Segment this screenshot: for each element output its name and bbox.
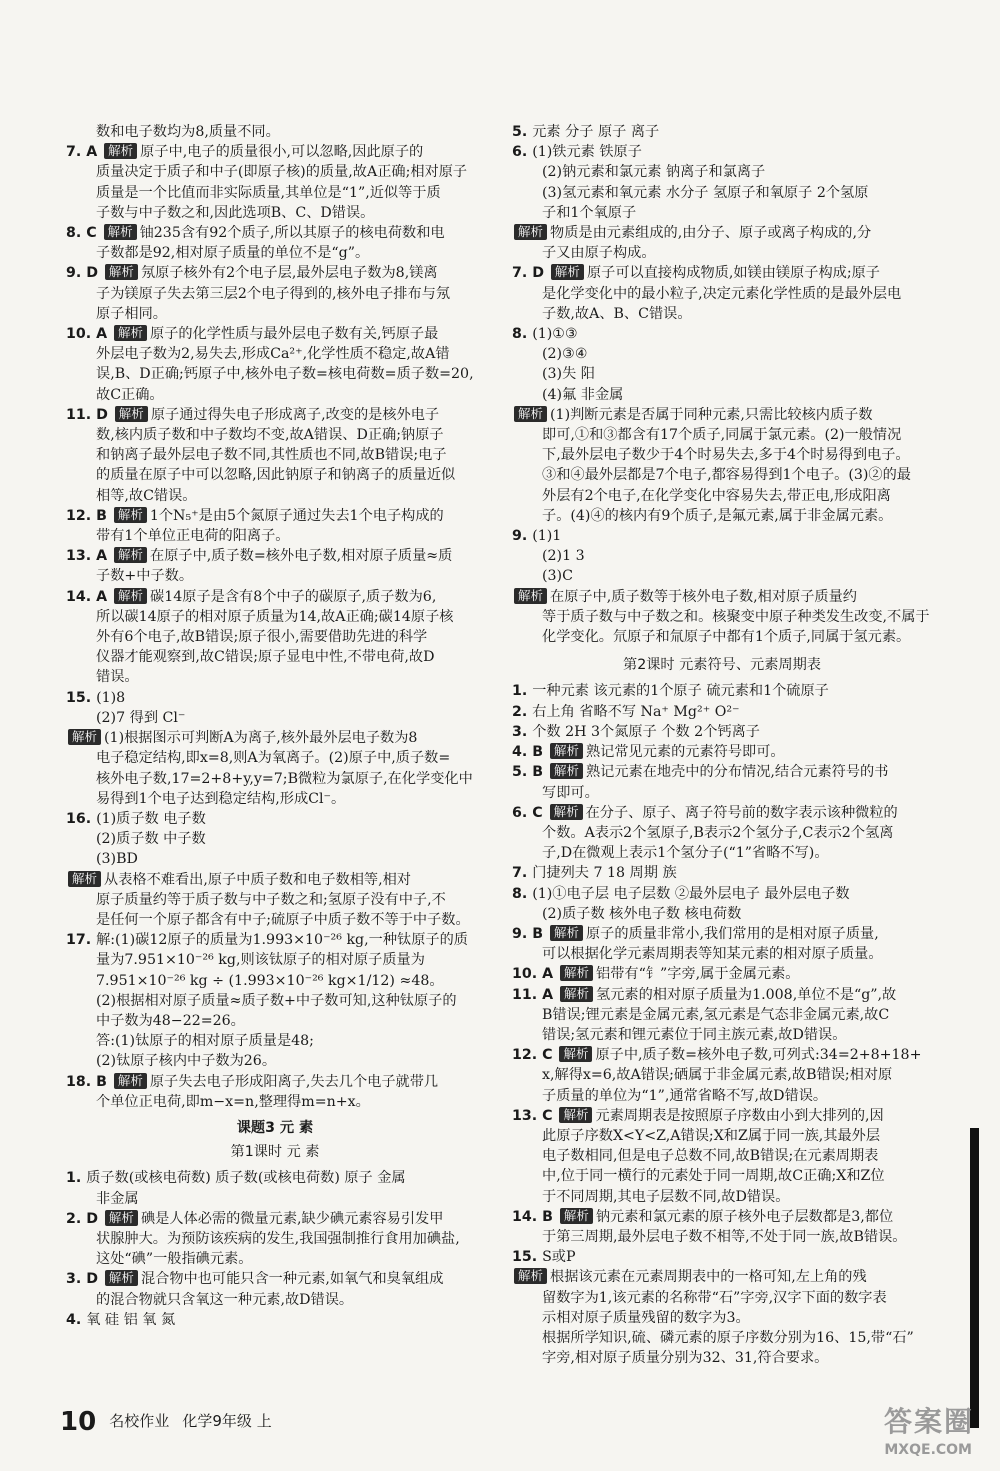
item-number: 4. B (512, 744, 548, 761)
answer-line: 子和1个氧原子 (542, 204, 637, 221)
answer-line: 此原子序数X<Y<Z,A错误;X和Z属于同一族,其最外层 (542, 1127, 881, 1144)
analysis-tag: 解析 (104, 143, 137, 159)
answer-line: 6. (1)铁元素 铁原子 (512, 144, 642, 161)
answer-item (512, 1045, 932, 1106)
answer-item (66, 1209, 484, 1270)
item-number: 3. D (66, 1271, 103, 1288)
answer-line: (3)BD (96, 851, 138, 868)
answer-line: 故C正确。 (96, 386, 164, 403)
answer-line: 7. 门捷列夫 7 18 周期 族 (512, 865, 677, 882)
lesson-subtitle: 第1课时 元 素 (230, 1144, 320, 1161)
answer-item (66, 546, 484, 586)
answer-item (512, 405, 932, 526)
answer-line: 于第三周期,最外层电子数不相等,不处于同一族,故B错误。 (542, 1228, 907, 1245)
answer-item (66, 728, 484, 809)
answer-item (512, 702, 932, 722)
answer-line: 10. A 解析 原子的化学性质与最外层电子数有关,钙原子最 (66, 325, 439, 343)
item-number: 12. B (66, 507, 112, 524)
analysis-tag: 解析 (514, 1268, 547, 1284)
answer-line: 即可,①和③都含有17个质子,同属于氯元素。(2)一般情况 (542, 427, 902, 444)
analysis-tag: 解析 (105, 1270, 138, 1286)
answer-item (66, 870, 484, 931)
answer-line: (2)根据相对原子质量≈质子数+中子数可知,这种钛原子的 (96, 992, 457, 1009)
answer-line: 答:(1)钛原子的相对原子质量是48; (96, 1033, 314, 1050)
answer-item (66, 1310, 484, 1330)
analysis-tag: 解析 (115, 406, 148, 422)
item-number: 14. B (512, 1208, 558, 1225)
answer-line: 3. D 解析 混合物中也可能只含一种元素,如氧气和臭氧组成 (66, 1270, 444, 1288)
answer-line: 字旁,相对原子质量分别为32、31,符合要求。 (542, 1350, 829, 1367)
answer-item (512, 722, 932, 742)
answer-line: 7. A 解析 原子中,电子的质量很小,可以忽略,因此原子的 (66, 143, 424, 161)
item-number: 8. C (66, 225, 102, 242)
answer-line: 5. B 解析 熟记元素在地壳中的分布情况,结合元素符号的书 (512, 763, 889, 781)
analysis-tag: 解析 (559, 1046, 592, 1062)
answer-line: 易得到1个电子达到稳定结构,形成Cl⁻。 (96, 790, 346, 807)
answer-line: 留数字为1,该元素的名称带“石”字旁,汉字下面的数字表 (542, 1289, 887, 1306)
item-number: 8. (512, 885, 533, 902)
answer-line: 4. 氧 硅 铝 氧 氮 (66, 1311, 176, 1328)
answer-line: 解析 从表格不难看出,原子中质子数和电子数相等,相对 (66, 870, 484, 890)
book-title: 名校作业 (109, 1412, 170, 1430)
edge-marker (970, 1128, 979, 1428)
item-number: 6. (512, 144, 533, 161)
answer-line: 子为镁原子失去第三层2个电子得到的,核外电子排布与氖 (96, 285, 451, 302)
left-column (66, 122, 484, 1330)
answer-item (66, 223, 484, 263)
answer-item (66, 587, 484, 688)
answer-item (512, 263, 932, 324)
answer-line: 仪器才能观察到,故C错误;原子显电中性,不带电荷,故D (96, 649, 435, 666)
analysis-tag: 解析 (114, 547, 147, 563)
answer-line: (2)质子数 核外电子数 核电荷数 (542, 905, 742, 922)
watermark-logo: 答案圈 (883, 1405, 974, 1438)
answer-line: 误,B、D正确;钙原子中,核外电子数=核电荷数=质子数=20, (96, 366, 474, 383)
answer-line: (3)氢元素和氧元素 水分子 氢原子和氧原子 2个氢原 (542, 184, 869, 201)
answer-item (512, 884, 932, 924)
analysis-tag: 解析 (514, 588, 547, 604)
item-number: 18. B (66, 1073, 112, 1090)
answer-item (66, 405, 484, 506)
item-number: 9. B (512, 925, 548, 942)
analysis-tag: 解析 (550, 804, 583, 820)
answer-line: 所以碳14原子的相对原子质量为14,故A正确;碳14原子核 (96, 608, 454, 625)
answer-line: x,解得x=6,故A错误;硒属于非金属元素,故B错误;相对原 (542, 1067, 893, 1084)
answer-line: 16. (1)质子数 电子数 (66, 810, 206, 827)
answer-line: 示相对原子质量残留的数字为3。 (542, 1309, 750, 1326)
answer-line: 质量是一个比值而非实际质量,其单位是“1”,近似等于质 (96, 184, 441, 201)
answer-line: 3. 个数 2H 3个氮原子 个数 2个钙离子 (512, 723, 760, 740)
answer-item (66, 142, 484, 223)
answer-line: 子又由原子构成。 (542, 245, 656, 262)
answer-line: 12. C 解析 原子中,质子数=核外电子数,可列式:34=2+8+18+ (512, 1046, 922, 1064)
answer-line: 中,位于同一横行的元素处于同一周期,故C正确;X和Z位 (542, 1168, 885, 1185)
lesson-title: 课题3 元 素 (236, 1119, 314, 1136)
analysis-tag: 解析 (105, 264, 138, 280)
answer-line: 和钠离子最外层电子数不同,其性质也不同,故B错误;电子 (96, 447, 447, 464)
answer-item (512, 681, 932, 701)
answer-line: 8. C 解析 铀235含有92个质子,所以其原子的核电荷数和电 (66, 224, 445, 242)
answer-line: 2. D 解析 碘是人体必需的微量元素,缺少碘元素容易引发甲 (66, 1209, 444, 1227)
answer-line: 13. C 解析 元素周期表是按照原子序数由小到大排列的,因 (512, 1106, 884, 1124)
answer-line: 错误;氢元素和锂元素位于同主族元素,故D错误。 (542, 1026, 847, 1043)
answer-item (512, 587, 932, 648)
answer-line: 是任何一个原子都含有中子;硫原子中质子数不等于中子数。 (96, 911, 470, 928)
answer-item (512, 742, 932, 762)
item-number: 7. A (66, 144, 103, 161)
answer-line: 8. (1)①电子层 电子层数 ②最外层电子 最外层电子数 (512, 885, 850, 902)
answer-item (66, 1072, 484, 1112)
answer-line: 13. A 解析 在原子中,质子数=核外电子数,相对原子质量≈质 (66, 547, 453, 565)
answer-line: 错误。 (96, 669, 139, 686)
analysis-tag: 解析 (104, 224, 137, 240)
analysis-tag: 解析 (550, 743, 583, 759)
right-column (512, 122, 932, 1368)
answer-line: 量为7.951×10⁻²⁶ kg,则该钛原子的相对原子质量为 (96, 952, 425, 969)
answer-line: 外层有2个电子,在化学变化中容易失去,带正电,形成阳离 (542, 487, 891, 504)
analysis-tag: 解析 (560, 1208, 593, 1224)
answer-item (512, 142, 932, 223)
answer-line: 解析 (1)判断元素是否属于同种元素,只需比较核内质子数 (512, 405, 932, 425)
item-number: 15. (512, 1249, 543, 1266)
answer-line: (2)7 得到 Cl⁻ (96, 709, 186, 726)
item-number: 15. (66, 689, 97, 706)
answer-line: (2)钠元素和氯元素 钠离子和氯离子 (542, 164, 766, 181)
answer-line: 6. C 解析 在分子、原子、离子符号前的数字表示该种微粒的 (512, 803, 898, 821)
analysis-tag: 解析 (514, 406, 547, 422)
answer-line: 电子稳定结构,即x=8,则A为氧离子。(2)原子中,质子数= (96, 750, 451, 767)
answer-line: 电子数相同,但是电子总数不同,故B错误;在元素周期表 (542, 1148, 879, 1165)
answer-item (512, 324, 932, 405)
item-number: 10. A (66, 326, 112, 343)
answer-line: 17. 解:(1)碳12原子的质量为1.993×10⁻²⁶ kg,一种钛原子的质 (66, 932, 468, 949)
page-footer (60, 1407, 272, 1437)
answer-line: 12. B 解析 1个N₅⁺是由5个氮原子通过失去1个电子构成的 (66, 506, 444, 524)
answer-line: 非金属 (96, 1190, 139, 1207)
answer-line: (2)质子数 中子数 (96, 831, 206, 848)
item-number: 16. (66, 810, 97, 827)
subject-label: 化学9年级 上 (182, 1412, 272, 1430)
item-number: 10. A (512, 966, 558, 983)
answer-line: 根据所学知识,硫、磷元素的原子序数分别为16、15,带“石” (542, 1329, 914, 1346)
item-number: 17. (66, 932, 97, 949)
answer-line: 写即可。 (542, 784, 599, 801)
analysis-tag: 解析 (560, 965, 593, 981)
analysis-tag: 解析 (68, 729, 101, 745)
item-number: 14. A (66, 588, 112, 605)
answer-line: 11. D 解析 原子通过得失电子形成离子,改变的是核外电子 (66, 405, 440, 423)
answer-line: 8. (1)①③ (512, 326, 578, 343)
answer-line: 于不同周期,其电子层数不同,故D错误。 (542, 1188, 790, 1205)
item-number: 7. D (512, 265, 549, 282)
answer-line: 2. 右上角 省略不写 Na⁺ Mg²⁺ O²⁻ (512, 703, 740, 720)
answer-line: 外有6个电子,故B错误;原子很小,需要借助先进的科学 (96, 629, 428, 646)
answer-line: 相等,故C错误。 (96, 487, 197, 504)
analysis-tag: 解析 (68, 871, 101, 887)
item-number: 13. A (66, 548, 112, 565)
answer-line: 等于质子数与中子数之和。核聚变中原子种类发生改变,不属于 (542, 608, 930, 625)
answer-line: 7. D 解析 原子可以直接构成物质,如镁由镁原子构成;原子 (512, 264, 880, 282)
answer-line: 原子质量约等于质子数与中子数之和;氢原子没有中子,不 (96, 891, 446, 908)
answer-line: 数和电子数均为8,质量不同。 (96, 124, 280, 140)
answer-line: 质量决定于质子和中子(即原子核)的质量,故A正确;相对原子 (96, 164, 468, 181)
answer-line: 子数都是92,相对原子质量的单位不是“g”。 (96, 245, 370, 262)
analysis-tag: 解析 (551, 264, 584, 280)
answer-line: 9. D 解析 氖原子核外有2个电子层,最外层电子数为8,镁离 (66, 264, 438, 282)
item-number: 4. (66, 1311, 87, 1328)
item-number: 8. (512, 326, 533, 343)
answer-line: B错误;锂元素是金属元素,氢元素是气态非金属元素,故C (542, 1006, 890, 1023)
item-number: 5. (512, 124, 533, 140)
item-number: 11. A (512, 986, 558, 1003)
item-number: 6. C (512, 804, 548, 821)
answer-line: 15. (1)8 (66, 689, 126, 706)
answer-line: 子数+中子数。 (96, 568, 194, 585)
answer-item (66, 930, 484, 1071)
answer-line: 解析 物质是由元素组成的,由分子、原子或离子构成的,分 (512, 223, 932, 243)
answer-item (512, 1106, 932, 1207)
item-number: 7. (512, 865, 533, 882)
answer-item (66, 1269, 484, 1309)
analysis-tag: 解析 (114, 1073, 147, 1089)
answer-line: 子数与中子数之和,因此选项B、C、D错误。 (96, 204, 375, 221)
item-number: 1. (512, 683, 533, 700)
answer-item (512, 1267, 932, 1368)
answer-item (512, 122, 932, 142)
analysis-tag: 解析 (114, 588, 147, 604)
answer-line: 的质量在原子中可以忽略,因此钠原子和钠离子的质量近似 (96, 467, 456, 484)
item-number: 12. C (512, 1047, 558, 1064)
answer-item (66, 809, 484, 870)
answer-line: (2)钛原子核内中子数为26。 (96, 1053, 277, 1070)
answer-line: 解析 在原子中,质子数等于核外电子数,相对原子质量约 (512, 587, 932, 607)
answer-item (512, 762, 932, 802)
item-number: 2. D (66, 1210, 103, 1227)
answer-line: 的混合物就只含氧这一种元素,故D错误。 (96, 1291, 354, 1308)
answer-item (512, 924, 932, 964)
analysis-tag: 解析 (559, 1107, 592, 1123)
answer-line: 状腺肿大。为预防该疾病的发生,我国强制推行食用加碘盐, (96, 1230, 460, 1247)
answer-line: 可以根据化学元素周期表等知某元素的相对原子质量。 (542, 946, 883, 963)
answer-item (512, 1247, 932, 1267)
answer-line: (2)③④ (542, 346, 588, 363)
analysis-tag: 解析 (514, 224, 547, 240)
answer-line: 数,核内质子数和中子数均不变,故A错误、D正确;钠原子 (96, 427, 444, 444)
answer-item (512, 985, 932, 1046)
item-number: 9. D (66, 265, 103, 282)
answer-item (66, 506, 484, 546)
answer-line: 18. B 解析 原子失去电子形成阳离子,失去几个电子就带几 (66, 1072, 439, 1090)
answer-line: 5. 元素 分子 原子 离子 (512, 124, 660, 140)
analysis-tag: 解析 (105, 1210, 138, 1226)
answer-line: 1. 质子数(或核电荷数) 质子数(或核电荷数) 原子 金属 (66, 1170, 406, 1187)
analysis-tag: 解析 (550, 925, 583, 941)
item-number: 13. C (512, 1107, 558, 1124)
analysis-tag: 解析 (114, 507, 147, 523)
item-number: 11. D (66, 406, 113, 423)
item-number: 1. (66, 1170, 87, 1187)
answer-line: 子,D在微观上表示1个氢分子(“1”省略不写)。 (542, 845, 829, 862)
analysis-tag: 解析 (560, 986, 593, 1002)
answer-item (66, 1168, 484, 1208)
answer-line: ③和④最外层都是7个电子,都容易得到1个电子。(3)②的最 (542, 467, 911, 484)
answer-item (512, 863, 932, 883)
answer-line: 子质量的单位为“1”,通常省略不写,故D错误。 (542, 1087, 828, 1104)
watermark-url: MXQE.COM (884, 1442, 972, 1458)
answer-line: (3)C (542, 568, 573, 585)
answer-line: 1. 一种元素 该元素的1个原子 硫元素和1个硫原子 (512, 683, 829, 700)
answer-line: 7.951×10⁻²⁶ kg ÷ (1.993×10⁻²⁶ kg×1/12) ≈48。 (96, 972, 444, 989)
answer-line: 14. A 解析 碳14原子是含有8个中子的碳原子,质子数为6, (66, 587, 437, 605)
answer-line: 个数。A表示2个氢原子,B表示2个氢分子,C表示2个氢离 (542, 824, 894, 841)
answer-line: 14. B 解析 钠元素和氯元素的原子核外电子层数都是3,都位 (512, 1207, 894, 1225)
answer-line: 下,最外层电子数少于4个时易失去,多于4个时易得到电子。 (542, 447, 910, 464)
answer-line: 个单位正电荷,即m−x=n,整理得m=n+x。 (96, 1093, 370, 1110)
answer-line: 10. A 解析 铝带有“钅”字旁,属于金属元素。 (512, 965, 800, 983)
answer-line: 是化学变化中的最小粒子,决定元素化学性质的是最外层电 (542, 285, 902, 302)
answer-line: 11. A 解析 氢元素的相对原子质量为1.008,单位不是“g”,故 (512, 985, 897, 1003)
answer-item (512, 964, 932, 984)
answer-line: 核外电子数,17=2+8+y,y=7;B微粒为氯原子,在化学变化中 (96, 770, 473, 787)
answer-item (66, 263, 484, 324)
answer-line: 外层电子数为2,易失去,形成Ca²⁺,化学性质不稳定,故A错 (96, 346, 450, 363)
answer-line: 这处“碘”一般指碘元素。 (96, 1251, 253, 1268)
answer-line: (2)1 3 (542, 548, 585, 565)
item-number: 2. (512, 703, 533, 720)
answer-line: 解析 根据该元素在元素周期表中的一格可知,左上角的残 (512, 1267, 932, 1287)
answer-line: 9. B 解析 原子的质量非常小,我们常用的是相对原子质量, (512, 924, 879, 942)
answer-item (512, 803, 932, 864)
answer-item (512, 526, 932, 587)
answer-line: (4)氟 非金属 (542, 386, 624, 403)
answer-line: 化学变化。氘原子和氚原子中都有1个质子,同属于氢元素。 (542, 629, 911, 646)
answer-line: 4. B 解析 熟记常见元素的元素符号即可。 (512, 743, 785, 761)
answer-line: 解析 (1)根据图示可判断A为离子,核外最外层电子数为8 (66, 728, 484, 748)
item-number: 3. (512, 723, 533, 740)
answer-line: 子数,故A、B、C错误。 (542, 305, 692, 322)
answer-item (512, 223, 932, 263)
lesson-subtitle: 第2课时 元素符号、元素周期表 (623, 657, 821, 674)
answer-line: 带有1个单位正电荷的阳离子。 (96, 528, 290, 545)
analysis-tag: 解析 (114, 325, 147, 341)
analysis-tag: 解析 (550, 763, 583, 779)
item-number: 5. B (512, 764, 548, 781)
answer-line: (3)失 阳 (542, 366, 595, 383)
answer-item (66, 688, 484, 728)
answer-line: 原子相同。 (96, 305, 167, 322)
answer-item (512, 1207, 932, 1247)
answer-line: 15. S或P (512, 1249, 576, 1266)
item-number: 9. (512, 528, 533, 545)
answer-line: 子。(4)④的核内有9个质子,是氟元素,属于非金属元素。 (542, 507, 893, 524)
page-number: 10 (60, 1407, 97, 1437)
answer-item (66, 122, 484, 142)
answer-item (66, 324, 484, 405)
answer-line: 中子数为48−22=26。 (96, 1012, 245, 1029)
answer-line: 9. (1)1 (512, 528, 562, 545)
